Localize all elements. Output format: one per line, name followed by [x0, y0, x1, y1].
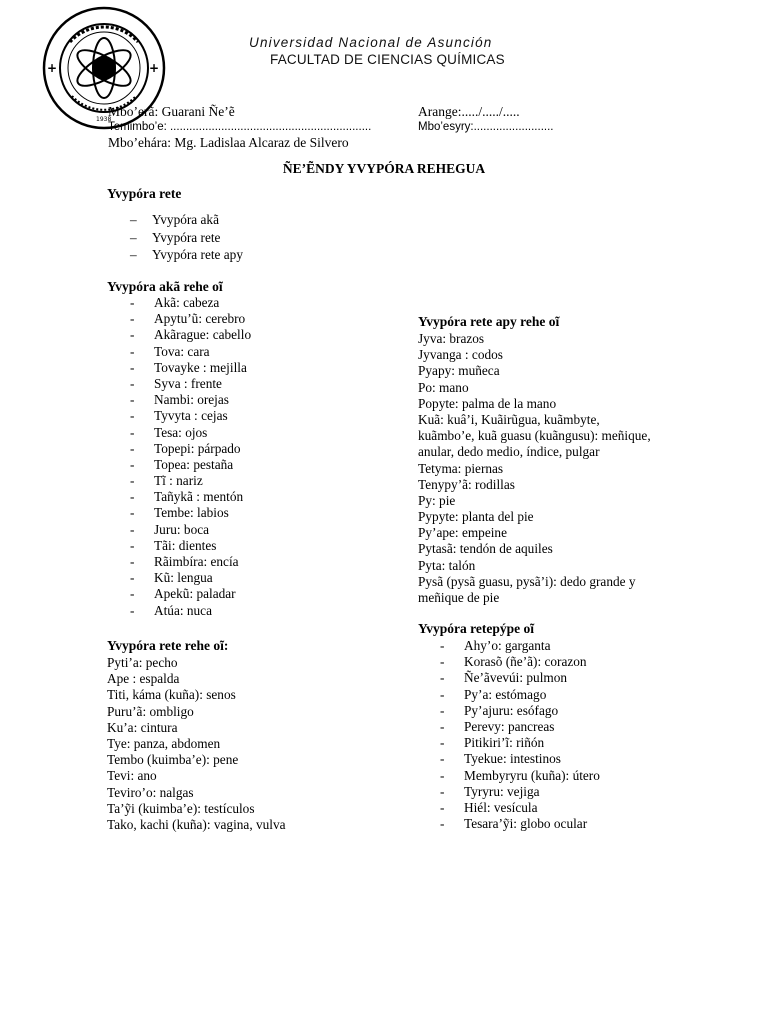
list-item: - Kũ: lengua — [130, 570, 251, 586]
list-item: - Korasõ (ñe’ã): corazon — [440, 654, 600, 670]
list-item: Pypyte: planta del pie — [418, 509, 534, 525]
list-item: Tembo (kuimba’e): pene — [107, 752, 239, 768]
teacher-line: Mbo’ehára: Mg. Ladislaa Alcaraz de Silvero — [108, 135, 349, 150]
organs-section-heading: Yvypóra retepýpe oĩ — [418, 621, 534, 636]
student-line: Temimbo’e: ............................................................... — [108, 121, 372, 133]
organs-section-list — [440, 638, 600, 832]
list-item: Puru’ã: ombligo — [107, 703, 194, 719]
limbs-section-list — [418, 331, 651, 606]
intro-list — [106, 211, 243, 264]
list-item: - Akã: cabeza — [130, 295, 251, 311]
list-item: Kuã: kuâ’i, Kuãirũgua, kuãmbyte, — [418, 411, 600, 427]
subject-line: Mbo’erã: Guarani Ñe’ẽ — [108, 104, 235, 119]
list-item: Pyti’a: pecho — [107, 655, 178, 670]
list-item: - Tyekue: intestinos — [440, 751, 600, 767]
list-item: meñique de pie — [418, 590, 500, 605]
list-item: Ta’ỹi (kuimba’e): testículos — [107, 800, 255, 816]
list-item: Ape : espalda — [107, 671, 180, 687]
list-item: Popyte: palma de la mano — [418, 395, 557, 411]
body-section-heading: Yvypóra rete rehe oĩ: — [107, 638, 229, 653]
list-item: - Apytu’ũ: cerebro — [130, 311, 251, 327]
list-item: - Ñe’ãvevúi: pulmon — [440, 670, 600, 686]
list-item: - Tãi: dientes — [130, 538, 251, 554]
list-item: Pysã (pysã guasu, pysã’i): dedo grande y — [418, 573, 636, 589]
date-line: Arange:...../...../..... — [418, 104, 520, 119]
list-item: - Py’a: estómago — [440, 687, 600, 703]
list-item: - Perevy: pancreas — [440, 719, 600, 735]
list-item: - Tañykã : mentón — [130, 489, 251, 505]
list-item: - Pitikiri’ĩ: riñón — [440, 735, 600, 751]
list-item: anular, dedo medio, índice, pulgar — [418, 444, 600, 460]
body-section-list — [107, 655, 286, 833]
university-name: Universidad Nacional de Asunción — [249, 35, 493, 50]
list-item: – Yvypóra rete apy — [106, 246, 243, 264]
list-item: - Membyryru (kuña): útero — [440, 768, 600, 784]
list-item: Titi, káma (kuña): senos — [107, 687, 236, 703]
list-item: Ku’a: cintura — [107, 719, 178, 735]
list-item: - Tyvyta : cejas — [130, 408, 251, 424]
list-item: Tako, kachi (kuña): vagina, vulva — [107, 816, 286, 832]
svg-text:+: + — [149, 61, 160, 75]
list-item: – Yvypóra akã — [106, 211, 243, 229]
list-item: – Yvypóra rete — [106, 229, 243, 247]
list-item: - Syva : frente — [130, 376, 251, 392]
intro-heading: Yvypóra rete — [107, 186, 182, 201]
faculty-name: FACULTAD DE CIENCIAS QUÍMICAS — [270, 52, 505, 67]
list-item: - Topea: pestaña — [130, 457, 251, 473]
list-item: - Rãimbíra: encía — [130, 554, 251, 570]
list-item: - Ahy’o: garganta — [440, 638, 600, 654]
list-item: - Tova: cara — [130, 344, 251, 360]
list-item: Pyapy: muñeca — [418, 363, 500, 379]
list-item: - Tesara’ỹi: globo ocular — [440, 816, 600, 832]
grade-line: Mbo’esyry:......................... — [418, 121, 554, 133]
head-section-list — [130, 295, 251, 619]
list-item: Pytasã: tendón de aquiles — [418, 541, 553, 557]
svg-text:+: + — [47, 61, 58, 75]
list-item: - Topepi: párpado — [130, 441, 251, 457]
list-item: - Nambi: orejas — [130, 392, 251, 408]
list-item: - Py’ajuru: esófago — [440, 703, 600, 719]
list-item: - Tesa: ojos — [130, 425, 251, 441]
list-item: - Tovayke : mejilla — [130, 360, 251, 376]
list-item: Jyva: brazos — [418, 331, 485, 346]
list-item: Po: mano — [418, 379, 469, 395]
list-item: Jyvanga : codos — [418, 347, 503, 363]
list-item: - Apekũ: paladar — [130, 586, 251, 602]
list-item: Teviro’o: nalgas — [107, 784, 194, 800]
list-item: Tye: panza, abdomen — [107, 735, 221, 751]
list-item: - Atúa: nuca — [130, 603, 251, 619]
list-item: Tevi: ano — [107, 768, 157, 784]
list-item: Tenypy’ã: rodillas — [418, 476, 515, 492]
list-item: - Tĩ : nariz — [130, 473, 251, 489]
list-item: - Hiél: vesícula — [440, 800, 600, 816]
page-title: ÑE’ẼNDY YVYPÓRA REHEGUA — [282, 161, 486, 176]
list-item: - Tembe: labios — [130, 505, 251, 521]
list-item: - Akãrague: cabello — [130, 327, 251, 343]
list-item: Pyta: talón — [418, 557, 476, 573]
list-item: Py’ape: empeine — [418, 525, 507, 541]
list-item: kuãmbo’e, kuã guasu (kuãngusu): meñique, — [418, 428, 651, 444]
head-section-heading: Yvypóra akã rehe oĩ — [107, 279, 223, 294]
limbs-section-heading: Yvypóra rete apy rehe oĩ — [418, 314, 560, 329]
list-item: - Tyryru: vejiga — [440, 784, 600, 800]
list-item: - Juru: boca — [130, 522, 251, 538]
list-item: Tetyma: piernas — [418, 460, 504, 476]
list-item: Py: pie — [418, 492, 456, 508]
svg-text:1938: 1938 — [96, 116, 112, 123]
